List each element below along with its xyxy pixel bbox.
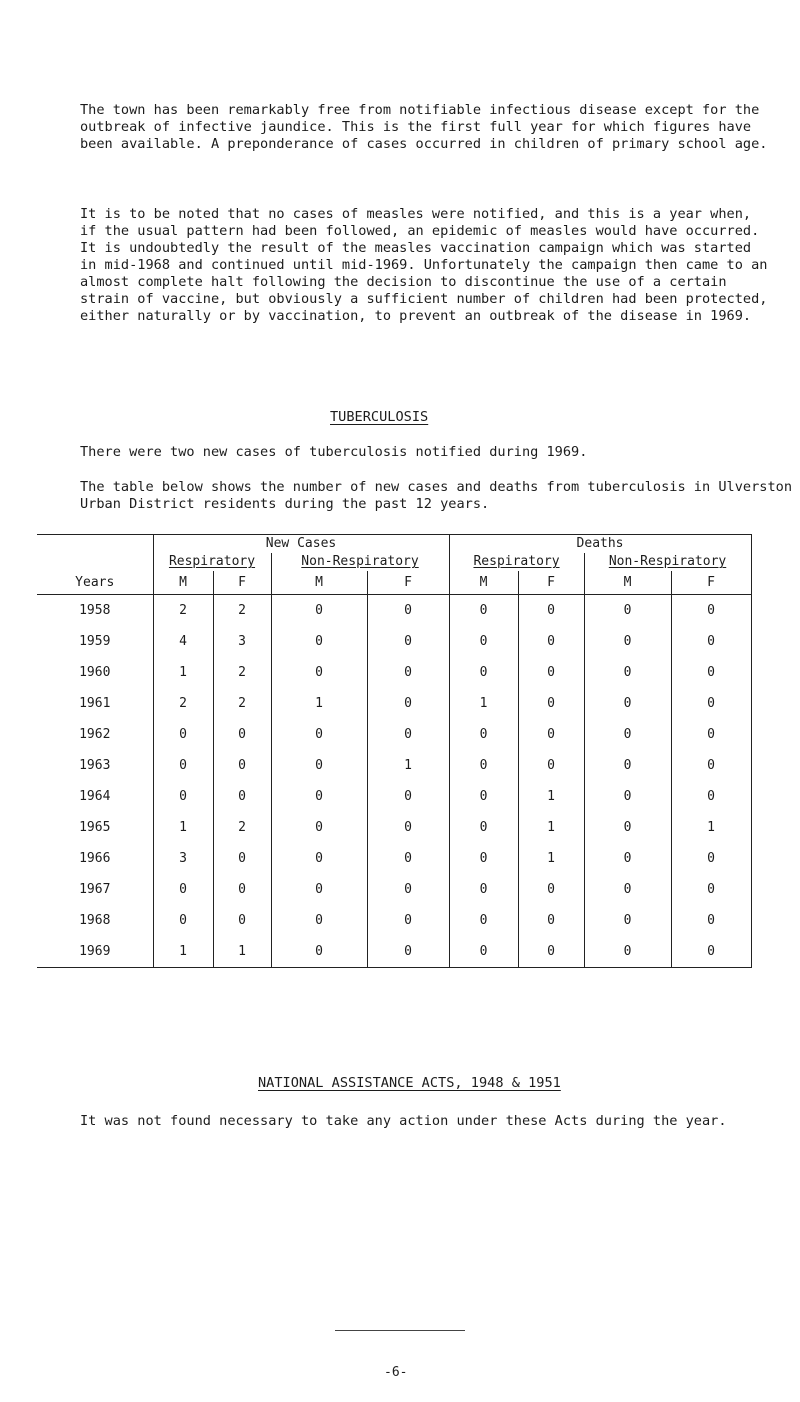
value-cell: 1	[153, 812, 213, 843]
table-row	[37, 874, 751, 905]
value-cell: 2	[213, 657, 271, 688]
table-row	[37, 905, 751, 936]
value-cell: 0	[367, 626, 449, 657]
new-non-respiratory-header: Non-Respiratory	[301, 554, 419, 569]
value-cell: 1	[518, 843, 584, 874]
value-cell: 0	[367, 874, 449, 905]
value-cell: 0	[271, 874, 367, 905]
value-cell: 0	[213, 750, 271, 781]
value-cell: 0	[671, 688, 751, 719]
value-cell: 2	[213, 688, 271, 719]
table-row	[37, 719, 751, 750]
year-cell: 1959	[79, 634, 111, 649]
footer-rule	[335, 1330, 465, 1331]
value-cell: 0	[213, 843, 271, 874]
m-header: M	[271, 571, 367, 595]
value-cell: 0	[153, 750, 213, 781]
value-cell: 0	[449, 936, 518, 968]
value-cell: 1	[518, 781, 584, 812]
value-cell: 0	[671, 719, 751, 750]
value-cell: 0	[518, 750, 584, 781]
year-cell: 1961	[79, 696, 111, 711]
value-cell: 0	[671, 750, 751, 781]
year-cell: 1966	[79, 851, 111, 866]
m-header: M	[584, 571, 671, 595]
deaths-respiratory-header: Respiratory	[473, 554, 560, 569]
value-cell: 0	[213, 905, 271, 936]
table-row	[37, 843, 751, 874]
value-cell: 2	[153, 595, 213, 627]
table-row	[37, 688, 751, 719]
value-cell: 0	[584, 626, 671, 657]
value-cell: 0	[518, 936, 584, 968]
year-cell: 1964	[79, 789, 111, 804]
value-cell: 0	[584, 657, 671, 688]
value-cell: 0	[367, 595, 449, 627]
value-cell: 0	[584, 812, 671, 843]
value-cell: 0	[671, 781, 751, 812]
value-cell: 1	[271, 688, 367, 719]
year-cell: 1963	[79, 758, 111, 773]
page-number: -6-	[384, 1365, 408, 1380]
value-cell: 0	[584, 750, 671, 781]
value-cell: 0	[271, 595, 367, 627]
value-cell: 0	[449, 781, 518, 812]
value-cell: 0	[584, 905, 671, 936]
value-cell: 0	[449, 595, 518, 627]
intro-paragraph-1: The town has been remarkably free from notifiable infectious disease except for the outbreak of infective jaundice. This is the first full year for which figures have been available. A preponderance of cases occurred in children of primary school age.	[80, 101, 768, 152]
value-cell: 0	[153, 905, 213, 936]
value-cell: 0	[213, 719, 271, 750]
value-cell: 0	[584, 936, 671, 968]
value-cell: 1	[213, 936, 271, 968]
value-cell: 3	[153, 843, 213, 874]
years-header: Years	[37, 571, 153, 595]
year-cell: 1968	[79, 913, 111, 928]
table-row	[37, 812, 751, 843]
national-assistance-heading: NATIONAL ASSISTANCE ACTS, 1948 & 1951	[258, 1075, 561, 1091]
value-cell: 0	[518, 626, 584, 657]
table-row	[37, 657, 751, 688]
value-cell: 0	[671, 843, 751, 874]
year-cell: 1960	[79, 665, 111, 680]
value-cell: 0	[518, 595, 584, 627]
value-cell: 0	[671, 874, 751, 905]
value-cell: 0	[367, 812, 449, 843]
value-cell: 0	[584, 595, 671, 627]
year-cell: 1958	[79, 603, 111, 618]
value-cell: 0	[271, 843, 367, 874]
tuberculosis-paragraph-2: The table below shows the number of new cases and deaths from tuberculosis in Ulverston Urban District residents during the past 12 years.	[80, 478, 793, 512]
value-cell: 1	[518, 812, 584, 843]
value-cell: 0	[518, 874, 584, 905]
deaths-non-respiratory-header: Non-Respiratory	[608, 554, 727, 569]
value-cell: 0	[271, 750, 367, 781]
year-cell: 1967	[79, 882, 111, 897]
header-corner	[37, 535, 153, 553]
new-cases-header: New Cases	[153, 535, 449, 553]
value-cell: 0	[584, 688, 671, 719]
value-cell: 3	[213, 626, 271, 657]
national-assistance-paragraph: It was not found necessary to take any action under these Acts during the year.	[80, 1112, 727, 1129]
value-cell: 0	[671, 657, 751, 688]
value-cell: 0	[449, 719, 518, 750]
value-cell: 0	[584, 874, 671, 905]
value-cell: 0	[367, 657, 449, 688]
value-cell: 1	[367, 750, 449, 781]
new-respiratory-header: Respiratory	[168, 554, 256, 569]
tuberculosis-heading: TUBERCULOSIS	[330, 409, 429, 425]
m-header: M	[153, 571, 213, 595]
intro-paragraph-2: It is to be noted that no cases of measles were notified, and this is a year when, if the usual pattern had been followed, an epidemic of measles would have occurred. It is undoubtedly the result of the measles vaccination campaign which was started in mid-1968 and continued until mid-1969. Unfortunately the campaign then came to an almost complete halt following the decision to discontinue the use of a certain strain of vaccine, but obviously a sufficient number of children had been protected, either naturally or by vaccination, to prevent an outbreak of the disease in 1969.	[80, 205, 768, 324]
value-cell: 0	[271, 812, 367, 843]
value-cell: 0	[449, 812, 518, 843]
value-cell: 0	[671, 905, 751, 936]
value-cell: 0	[584, 843, 671, 874]
deaths-header: Deaths	[449, 535, 751, 553]
m-header: M	[449, 571, 518, 595]
value-cell: 0	[367, 688, 449, 719]
value-cell: 0	[671, 595, 751, 627]
header-spacer	[37, 553, 153, 571]
table-row	[37, 750, 751, 781]
year-cell: 1969	[37, 936, 153, 968]
value-cell: 0	[271, 936, 367, 968]
value-cell: 0	[449, 750, 518, 781]
year-cell: 1965	[79, 820, 111, 835]
f-header: F	[671, 571, 751, 595]
value-cell: 2	[213, 812, 271, 843]
value-cell: 0	[518, 657, 584, 688]
value-cell: 0	[518, 719, 584, 750]
tuberculosis-paragraph-1: There were two new cases of tuberculosis notified during 1969.	[80, 443, 588, 460]
value-cell: 0	[671, 936, 751, 968]
value-cell: 0	[213, 781, 271, 812]
value-cell: 0	[271, 781, 367, 812]
value-cell: 0	[449, 626, 518, 657]
value-cell: 0	[367, 781, 449, 812]
value-cell: 0	[449, 905, 518, 936]
f-header: F	[518, 571, 584, 595]
value-cell: 0	[153, 781, 213, 812]
value-cell: 0	[367, 843, 449, 874]
value-cell: 0	[518, 905, 584, 936]
value-cell: 0	[584, 781, 671, 812]
year-cell: 1962	[79, 727, 111, 742]
value-cell: 0	[271, 719, 367, 750]
value-cell: 1	[153, 936, 213, 968]
value-cell: 0	[271, 626, 367, 657]
value-cell: 0	[213, 874, 271, 905]
value-cell: 0	[584, 719, 671, 750]
value-cell: 1	[671, 812, 751, 843]
value-cell: 1	[449, 688, 518, 719]
value-cell: 1	[153, 657, 213, 688]
value-cell: 0	[367, 719, 449, 750]
table-row	[37, 595, 751, 627]
value-cell: 0	[271, 905, 367, 936]
value-cell: 0	[153, 874, 213, 905]
f-header: F	[213, 571, 271, 595]
value-cell: 0	[449, 657, 518, 688]
value-cell: 0	[367, 905, 449, 936]
value-cell: 2	[153, 688, 213, 719]
value-cell: 0	[449, 843, 518, 874]
value-cell: 4	[153, 626, 213, 657]
value-cell: 0	[153, 719, 213, 750]
table-row	[37, 936, 751, 968]
value-cell: 0	[367, 936, 449, 968]
value-cell: 0	[271, 657, 367, 688]
table-row	[37, 626, 751, 657]
value-cell: 0	[449, 874, 518, 905]
tuberculosis-table	[37, 534, 752, 968]
value-cell: 2	[213, 595, 271, 627]
value-cell: 0	[671, 626, 751, 657]
table-row	[37, 781, 751, 812]
f-header: F	[367, 571, 449, 595]
value-cell: 0	[518, 688, 584, 719]
